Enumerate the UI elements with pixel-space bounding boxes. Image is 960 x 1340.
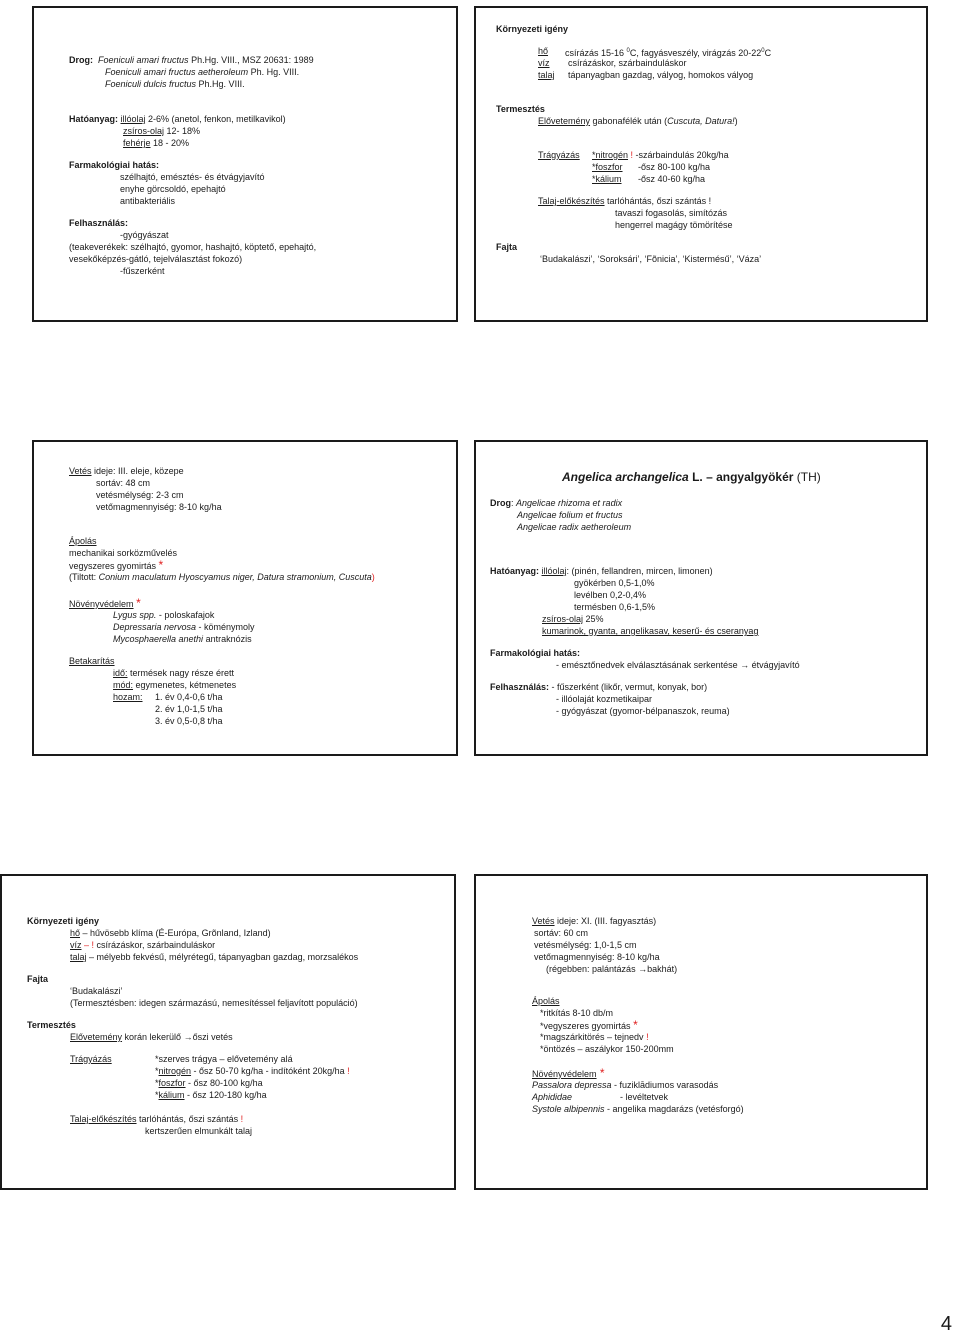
betakaritas-label: Betakarítás (69, 656, 115, 666)
apolas-item: mechanikai sorközművelés (69, 548, 178, 558)
elovetemeny-species: Cuscuta, Datura! (667, 116, 735, 126)
vetes-value: ideje: III. eleje, közepe (91, 466, 184, 476)
degree-sup: 0 (626, 48, 630, 54)
drog-line-2 (105, 67, 299, 78)
apolas-item (69, 560, 163, 572)
species-name: Systole albipennis (532, 1104, 605, 1114)
species-name: Lygus spp. (113, 610, 157, 620)
title-author: L. (688, 470, 703, 484)
farm-item: enyhe görcsoldó, epehajtó (120, 184, 226, 194)
tiltott-label: (Tiltott: (69, 572, 99, 582)
talaj-elokeszites-value: hengerrel magágy tömörítése (615, 220, 733, 230)
foszfor-term: foszfor (158, 1078, 186, 1088)
hatoanyag-line (69, 114, 286, 125)
zsirosolaj-line (123, 126, 200, 137)
felh-item: - illóolaját kozmetikaipar (556, 694, 653, 704)
illoolaj-row: gyökérben 0,5-1,0% (574, 578, 655, 588)
magszar-text: *magszárkitörés – tejnedv (540, 1032, 644, 1042)
drog-pharmacopoeia: Ph. Hg. VIII. (248, 67, 300, 77)
hozam-term: hozam: (113, 692, 143, 702)
talaj-elokeszites-value: tarlóhántás, őszi szántás ! (604, 196, 712, 206)
slide-foeniculum-termesztes (474, 6, 928, 322)
nitrogen-term: *nitrogén (592, 150, 629, 160)
talaj-value: tápanyagban gazdag, vályog, homokos vályog (568, 70, 754, 80)
drog-line-3 (105, 79, 245, 90)
kartevo-row (113, 634, 252, 645)
tiltott-species: Conium maculatum Hyoscyamus niger, Datura stramonium, Cuscuta (98, 572, 372, 582)
asterisk-mark: * (596, 1066, 605, 1080)
termesztes-label: Termesztés (496, 104, 545, 114)
ho-term: hő (70, 928, 81, 938)
viz-value: csírázáskor, szárbainduláskor (568, 58, 687, 68)
kartevo-row (532, 1080, 718, 1091)
foszfor-term: *foszfor (592, 162, 623, 172)
elovetemeny-value: gabonafélék után ( (590, 116, 668, 126)
farm-item: - emésztőnedvek elválasztásának serkentése → étvágyjavító (556, 660, 800, 670)
talaj-row (538, 70, 555, 81)
elovetemeny-line (538, 116, 738, 127)
species-name: Passalora depressa (532, 1080, 612, 1090)
vetes-value: (régebben: palántázás →bakhát) (546, 964, 678, 974)
species-desc: - levéltetvek (620, 1092, 669, 1102)
drog-line-1 (69, 55, 314, 66)
novenyvedelem-label: Növényvédelem (532, 1069, 597, 1079)
kartevo-row (532, 1104, 744, 1115)
vetes-value: sortáv: 60 cm (534, 928, 589, 938)
talaj-elokeszites-term: Talaj-előkészítés (70, 1114, 137, 1124)
bullet-star: * (155, 1090, 159, 1100)
tragyazas-label (538, 150, 580, 161)
tiltott-line (69, 572, 375, 583)
slide-foeniculum-drog (32, 6, 458, 322)
novenyvedelem-line (69, 598, 141, 610)
felh-item: vesekőképzés-gátló, tejelválasztást fokozó) (69, 254, 243, 264)
foszfor-value: -ősz 80-100 kg/ha (638, 162, 711, 172)
drog-item: Foeniculi dulcis fructus (105, 79, 197, 89)
foszfor-row (592, 162, 623, 173)
vetes-value: vetőmagmennyiség: 8-10 kg/ha (534, 952, 660, 962)
tragyazas-label: Trágyázás (70, 1054, 112, 1064)
feherje-value: 18 - 20% (150, 138, 190, 148)
species-desc: antraknózis (203, 634, 252, 644)
page-number: 4 (940, 1313, 952, 1335)
drog-item: Foeniculi amari fructus (98, 55, 189, 65)
farmakologiai-label: Farmakológiai hatás: (69, 160, 160, 170)
asterisk-mark: * (136, 596, 141, 610)
talaj-elokeszites-line (538, 196, 711, 207)
elovetemeny-close: ) (734, 116, 738, 126)
slide-angelica-kornyezet (0, 874, 456, 1190)
tiltott-close: ) (371, 572, 375, 582)
ho-line (70, 928, 271, 939)
nitrogen-value: - ősz 50-70 kg/ha - indítóként 20kg/ha (191, 1066, 345, 1076)
zsirosolaj-value: 25% (583, 614, 604, 624)
szerves-tragya-row: *szerves trágya – elővetemény alá (155, 1054, 293, 1064)
kornyezeti-igeny-label: Környezeti igény (496, 24, 569, 34)
zsirosolaj-line (542, 614, 604, 625)
kornyezeti-igeny-label: Környezeti igény (27, 916, 100, 926)
zsirosolaj-value: 12- 18% (164, 126, 201, 136)
illoolaj-row: levélben 0,2-0,4% (574, 590, 647, 600)
talaj-elokeszites-term: Talaj-előkészítés (538, 196, 605, 206)
species-name: Aphididae (532, 1092, 573, 1102)
exclamation-mark: ! (238, 1114, 244, 1124)
kartevo-row (113, 610, 214, 621)
drog-item: Angelicae rhizoma et radix (516, 498, 623, 508)
species-name: Depressaria nervosa (113, 622, 197, 632)
mod-value: egymenetes, kétmenetes (133, 680, 237, 690)
species-desc: - fuziklādiumos varasodás (611, 1080, 719, 1090)
felhasznalas-line (490, 682, 707, 693)
illoolaj-components: : (pinén, fellandren, mircen, limonen) (566, 566, 713, 576)
viz-term: víz (538, 58, 550, 68)
apolas-item: *ritkítás 8-10 db/m (540, 1008, 614, 1018)
bullet-star: * (155, 1066, 159, 1076)
felhasznalas-label: Felhasználás: (69, 218, 129, 228)
title-th: (TH) (793, 470, 821, 484)
species-desc: - poloskafajok (156, 610, 215, 620)
viz-row (538, 58, 550, 69)
kalium-value: -ősz 40-60 kg/ha (638, 174, 706, 184)
felhasznalas-label: Felhasználás: (490, 682, 550, 692)
fajta-label: Fajta (27, 974, 49, 984)
gyomirtas-text: *vegyszeres gyomirtás (540, 1021, 631, 1031)
vetes-value: vetőmagmennyiség: 8-10 kg/ha (96, 502, 222, 512)
vetes-line (532, 916, 656, 927)
talaj-elokeszites-value: tarlóhántás, őszi szántás (136, 1114, 239, 1124)
nitrogen-row (592, 150, 729, 161)
degree-sup: 0 (761, 48, 765, 54)
exclamation-mark: ! (344, 1066, 350, 1076)
mod-line (113, 680, 236, 691)
drog-pharmacopoeia: Ph.Hg. VIII. (196, 79, 245, 89)
vetes-term: Vetés (532, 916, 555, 926)
asterisk-mark: * (158, 558, 164, 572)
exclamation-mark: – ! (81, 940, 95, 950)
hatoanyag-label: Hatóanyag: (490, 566, 540, 576)
title-common-name: – angyalgyökér (702, 470, 794, 484)
vetes-value: vetésmélység: 1,0-1,5 cm (534, 940, 637, 950)
talaj-elokeszites-line (70, 1114, 243, 1125)
mod-term: mód: (113, 680, 134, 690)
title-species: Angelica archangelica (562, 470, 689, 484)
illoolaj-term: illóolaj (541, 566, 567, 576)
apolas-label: Ápolás (69, 536, 97, 546)
felh-item: -fűszerként (120, 266, 165, 276)
slide-foeniculum-vetes (32, 440, 458, 756)
vetes-value: vetésmélység: 2-3 cm (96, 490, 184, 500)
slide-angelica-vetes (474, 874, 928, 1190)
fajta-item: ‘Budakalászi’ (70, 986, 123, 996)
talaj-term: talaj (70, 952, 87, 962)
drog-label: Drog (490, 498, 511, 508)
elovetemeny-term: Elővetemény (538, 116, 591, 126)
fajta-note: (Termesztésben: idegen származású, nemesítéssel feljavított populáció) (70, 998, 358, 1008)
talaj-term: talaj (538, 70, 555, 80)
ido-line (113, 668, 234, 679)
talaj-line (70, 952, 358, 963)
zsirosolaj-term: zsíros-olaj (123, 126, 165, 136)
asterisk-mark: * (633, 1018, 638, 1032)
kalium-value: - ősz 120-180 kg/ha (184, 1090, 267, 1100)
bullet-star: * (155, 1078, 159, 1088)
nitrogen-row (155, 1066, 350, 1077)
gyomirtas-text: vegyszeres gyomirtás (69, 561, 157, 571)
ho-row (538, 46, 548, 57)
kalium-row (592, 174, 622, 185)
felh-item: - fűszerként (likőr, vermut, konyak, bor) (549, 682, 708, 692)
vetes-value: ideje: XI. (III. fagyasztás) (554, 916, 657, 926)
hozam-row: 2. év 1,0-1,5 t/ha (155, 704, 223, 714)
foszfor-value: - ősz 80-100 kg/ha (185, 1078, 263, 1088)
novenyvedelem-line (532, 1068, 605, 1080)
drog-item: Foeniculi amari fructus aetheroleum (105, 67, 249, 77)
ido-term: idő: (113, 668, 128, 678)
apolas-label: Ápolás (532, 996, 560, 1006)
illoolaj-value: 2-6% (anetol, fenkon, metilkavikol) (145, 114, 286, 124)
hozam-row: 3. év 0,5-0,8 t/ha (155, 716, 223, 726)
farmakologiai-label: Farmakológiai hatás: (490, 648, 581, 658)
ho-value-part: csírázás 15-16 (565, 48, 627, 58)
zsirosolaj-term: zsíros-olaj (542, 614, 584, 624)
fajta-list: ‘Budakalászi’, ‘Soroksári’, ‘Fõnicia’, ‘Kistermésű’, ‘Váza’ (540, 254, 762, 264)
drog-pharmacopoeia: Ph.Hg. VIII., MSZ 20631: 1989 (188, 55, 314, 65)
kalium-term: *kálium (592, 174, 622, 184)
talaj-elokeszites-value: kertszerűen elmunkált talaj (145, 1126, 253, 1136)
tragyazas-term: Trágyázás (538, 150, 580, 160)
kartevo-row (113, 622, 255, 633)
hozam-row: 1. év 0,4-0,6 t/ha (155, 692, 223, 702)
kalium-term: kálium (158, 1090, 185, 1100)
elovetemeny-value: korán lekerülő →őszi vetés (122, 1032, 233, 1042)
foszfor-row (155, 1078, 263, 1089)
elovetemeny-term: Elővetemény (70, 1032, 123, 1042)
ho-value: – hűvösebb klíma (É-Európa, Grõnland, Izland) (80, 928, 271, 938)
nitrogen-term: nitrogén (158, 1066, 192, 1076)
viz-term: víz (70, 940, 82, 950)
angelica-title (562, 470, 821, 484)
ho-value-part: C, fagyásveszély, virágzás 20-22 (629, 48, 762, 58)
feherje-term: fehérje (123, 138, 151, 148)
drog-label: Drog: (69, 55, 93, 65)
fajta-label: Fajta (496, 242, 518, 252)
viz-value: csírázáskor, szárbainduláskor (94, 940, 216, 950)
termesztes-label: Termesztés (27, 1020, 76, 1030)
viz-line (70, 940, 215, 951)
felh-item: (teakeverékek: szélhajtó, gyomor, hashajtó, köptető, epehajtó, (69, 242, 317, 252)
illoolaj-term: illóolaj (120, 114, 146, 124)
vetes-line (69, 466, 184, 477)
ho-value-part: C (764, 48, 772, 58)
felh-item: -gyógyászat (120, 230, 169, 240)
exclamation-mark: ! (643, 1032, 649, 1042)
illoolaj-row: termésben 0,6-1,5% (574, 602, 656, 612)
hatoanyag-label: Hatóanyag: (69, 114, 119, 124)
kalium-row (155, 1090, 267, 1101)
novenyvedelem-label: Növényvédelem (69, 599, 134, 609)
apolas-item (540, 1032, 649, 1043)
exclamation-mark: ! (628, 150, 634, 160)
vetes-term: Vetés (69, 466, 92, 476)
apolas-item: *öntözés – aszálykor 150-200mm (540, 1044, 674, 1054)
kumarinok-line: kumarinok, gyanta, angelikasav, keserű- és cseranyag (542, 626, 759, 636)
angelica-drog-line: Drog: Angelicae rhizoma et radix (490, 498, 623, 508)
talaj-elokeszites-value: tavaszi fogasolás, simítózás (615, 208, 728, 218)
species-desc: - angelika magdarázs (vetésforgó) (604, 1104, 744, 1114)
species-name: Mycosphaerella anethi (113, 634, 204, 644)
feherje-line (123, 138, 189, 149)
farm-item: szélhajtó, emésztés- és étvágyjavító (120, 172, 265, 182)
apolas-item (540, 1020, 638, 1032)
ido-value: termések nagy része érett (127, 668, 235, 678)
ho-term: hő (538, 46, 549, 56)
slide-angelica-drog (474, 440, 928, 756)
species-desc: - köménymoly (196, 622, 255, 632)
talaj-value: – mélyebb fekvésű, mélyrétegű, tápanyagban gazdag, morzsalékos (86, 952, 359, 962)
vetes-value: sortáv: 48 cm (96, 478, 151, 488)
drog-item: Angelicae radix aetheroleum (517, 522, 632, 532)
felh-item: - gyógyászat (gyomor-bélpanaszok, reuma) (556, 706, 730, 716)
nitrogen-value: -szárbaindulás 20kg/ha (633, 150, 729, 160)
elovetemeny-line (70, 1032, 233, 1043)
angelica-hatoanyag-line (490, 566, 713, 577)
drog-item: Angelicae folium et fructus (517, 510, 623, 520)
farm-item: antibakteriális (120, 196, 176, 206)
